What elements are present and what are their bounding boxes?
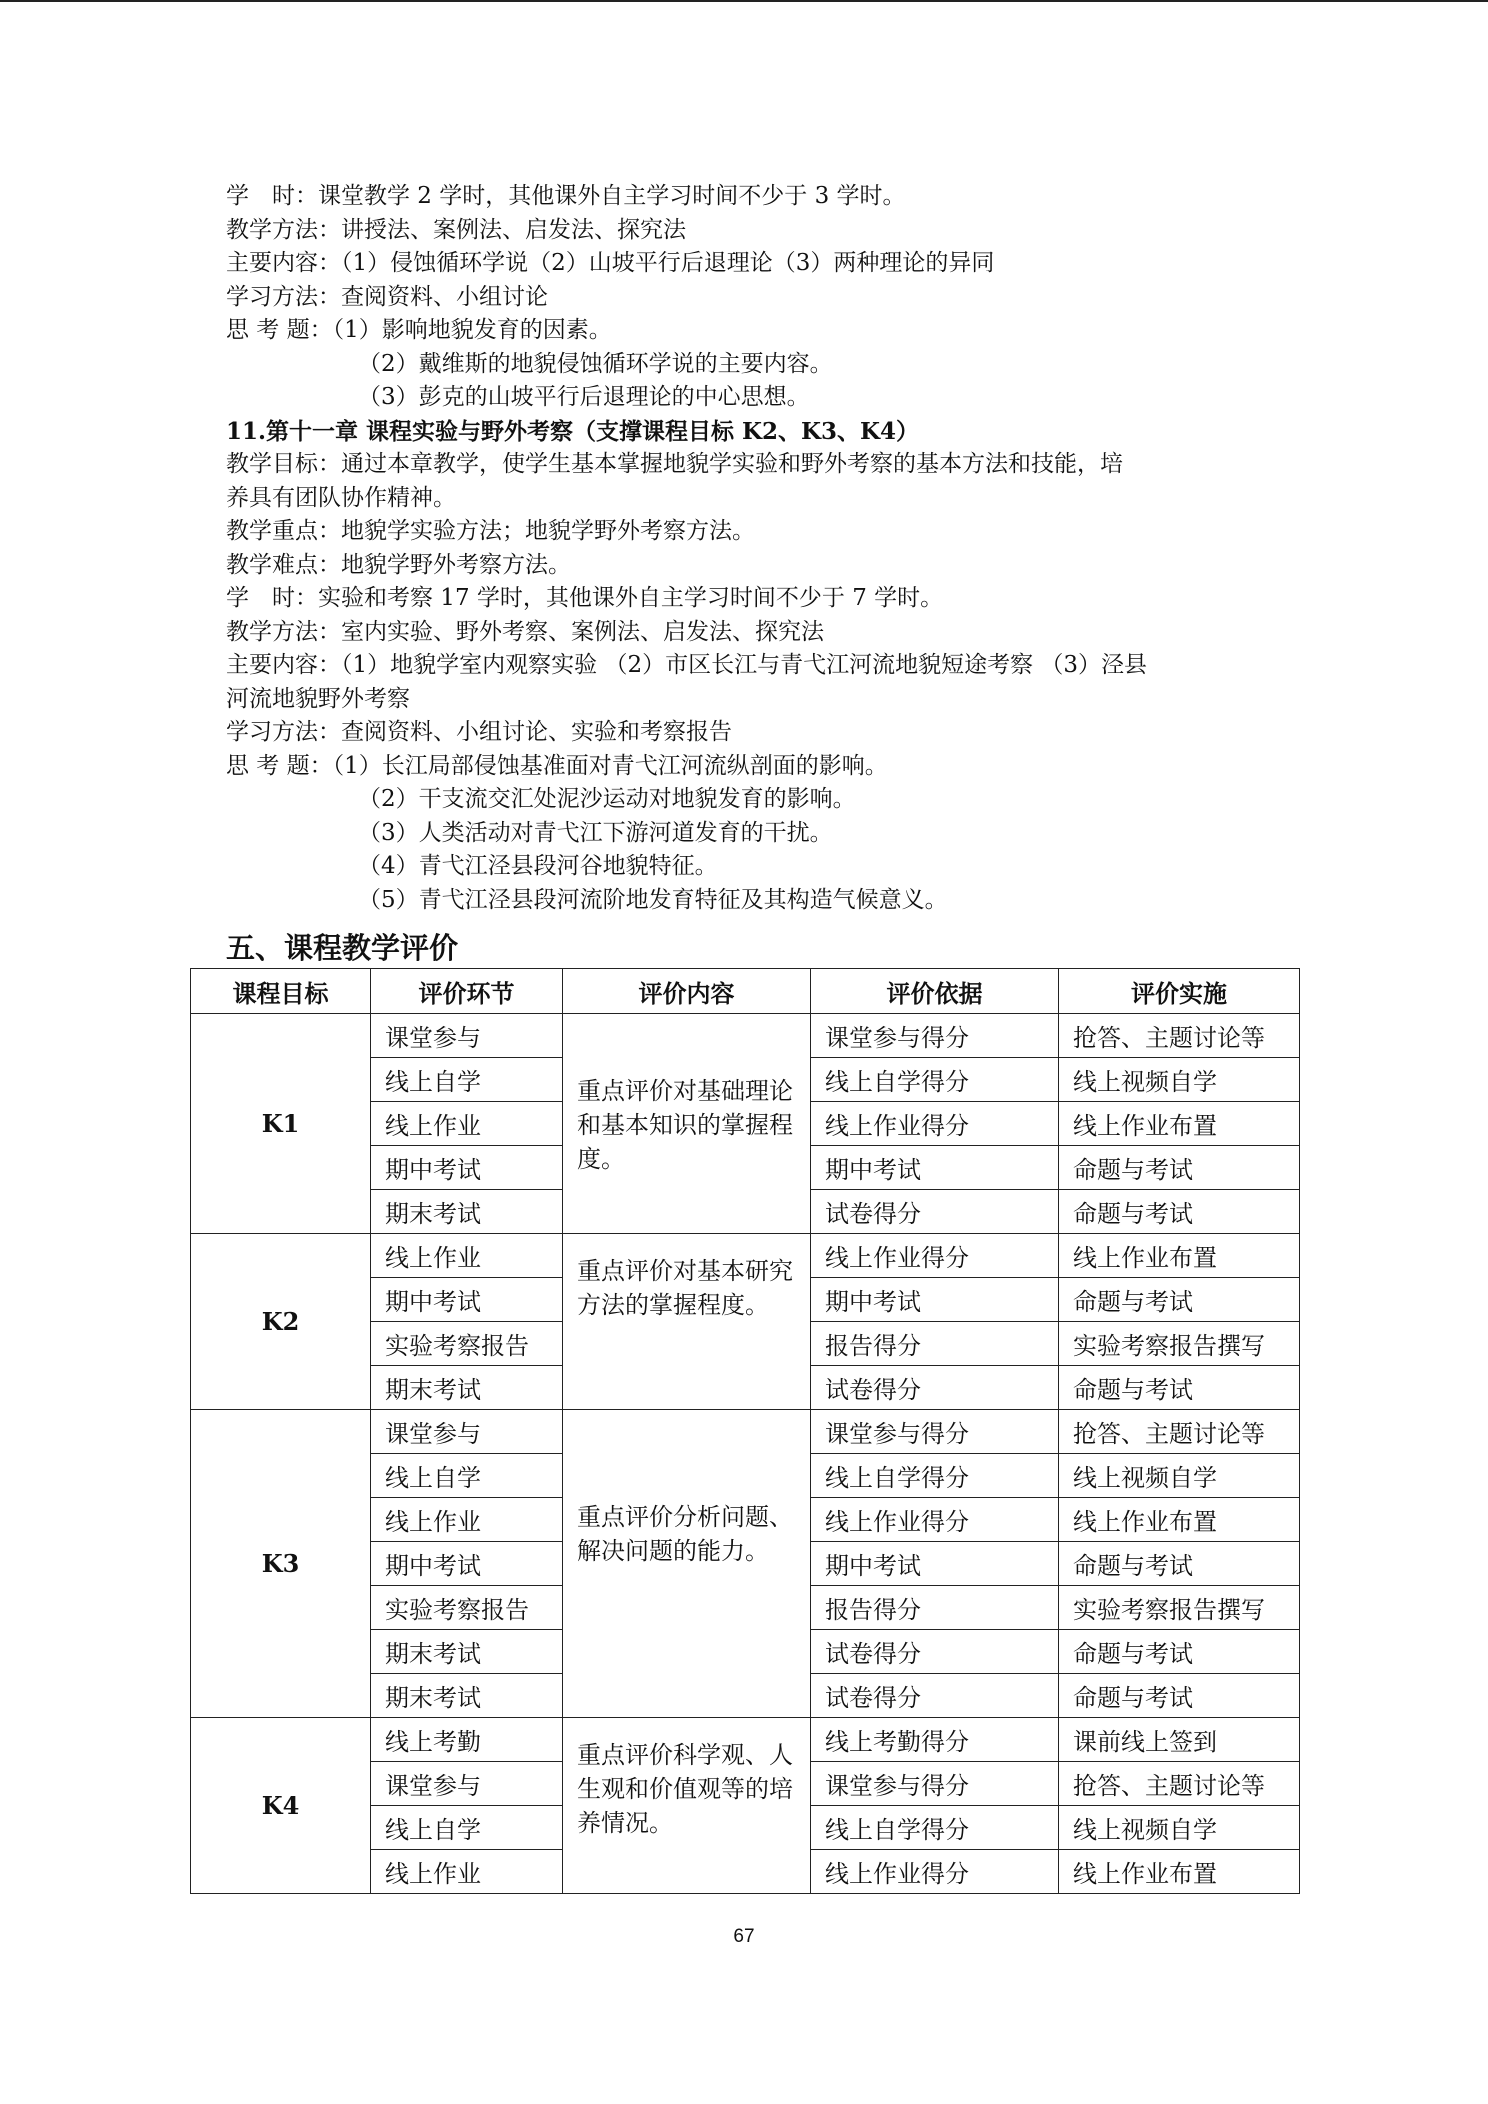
eval-implementation-cell: 线上作业布置	[1059, 1102, 1300, 1146]
header-eval-link: 评价环节	[371, 969, 563, 1014]
eval-link-cell: 期末考试	[371, 1630, 563, 1674]
page-number: 67	[733, 1926, 755, 1947]
eval-basis-cell: 线上作业得分	[811, 1850, 1059, 1894]
eval-link-cell: 线上作业	[371, 1234, 563, 1278]
eval-basis-cell: 线上自学得分	[811, 1058, 1059, 1102]
eval-basis-cell: 期中考试	[811, 1146, 1059, 1190]
eval-basis-cell: 报告得分	[811, 1586, 1059, 1630]
eval-basis-cell: 线上作业得分	[811, 1234, 1059, 1278]
eval-basis-cell: 课堂参与得分	[811, 1014, 1059, 1058]
eval-content-cell: 重点评价对基本研究方法的掌握程度。	[563, 1234, 811, 1410]
eval-implementation-cell: 抢答、主题讨论等	[1059, 1014, 1300, 1058]
eval-implementation-cell: 命题与考试	[1059, 1542, 1300, 1586]
eval-implementation-cell: 课前线上签到	[1059, 1718, 1300, 1762]
table-header-row	[191, 969, 1300, 1014]
text-line: 教学方法：室内实验、野外考察、案例法、启发法、探究法	[226, 618, 824, 645]
eval-implementation-cell: 实验考察报告撰写	[1059, 1586, 1300, 1630]
eval-basis-cell: 试卷得分	[811, 1366, 1059, 1410]
eval-link-cell: 课堂参与	[371, 1762, 563, 1806]
header-eval-content: 评价内容	[563, 969, 811, 1014]
text-line: 教学重点：地貌学实验方法；地貌学野外考察方法。	[226, 518, 755, 544]
eval-link-cell: 线上作业	[371, 1498, 563, 1542]
eval-link-cell: 线上作业	[371, 1102, 563, 1146]
eval-basis-cell: 试卷得分	[811, 1630, 1059, 1674]
eval-link-cell: 期末考试	[371, 1366, 563, 1410]
eval-basis-cell: 线上作业得分	[811, 1102, 1059, 1146]
text-line: 教学方法：讲授法、案例法、启发法、探究法	[226, 216, 686, 243]
eval-implementation-cell: 抢答、主题讨论等	[1059, 1762, 1300, 1806]
eval-link-cell: 期中考试	[371, 1542, 563, 1586]
course-goal-cell: K2	[191, 1234, 371, 1410]
eval-link-cell: 课堂参与	[371, 1410, 563, 1454]
eval-implementation-cell: 命题与考试	[1059, 1278, 1300, 1322]
eval-implementation-cell: 线上作业布置	[1059, 1850, 1300, 1894]
text-line: 教学难点：地貌学野外考察方法。	[226, 551, 571, 578]
eval-link-cell: 期中考试	[371, 1278, 563, 1322]
eval-link-cell: 课堂参与	[371, 1014, 563, 1058]
text-line: 学 时：实验和考察 17 学时，其他课外自主学习时间不少于 7 学时。	[226, 585, 944, 611]
eval-implementation-cell: 线上视频自学	[1059, 1454, 1300, 1498]
eval-basis-cell: 报告得分	[811, 1322, 1059, 1366]
text-line: 思 考 题：（1）影响地貌发育的因素。	[226, 317, 612, 343]
eval-link-cell: 期末考试	[371, 1190, 563, 1234]
table-row	[191, 1410, 1300, 1454]
table-row	[191, 1718, 1300, 1762]
table-row	[191, 1234, 1300, 1278]
eval-implementation-cell: 线上视频自学	[1059, 1806, 1300, 1850]
header-course-goal: 课程目标	[191, 969, 371, 1014]
eval-link-cell: 线上自学	[371, 1454, 563, 1498]
text-line: （3）人类活动对青弋江下游河道发育的干扰。	[358, 819, 833, 846]
header-eval-implementation: 评价实施	[1059, 969, 1300, 1014]
text-line: （2）干支流交汇处泥沙运动对地貌发育的影响。	[358, 786, 856, 812]
text-line: 学 时：课堂教学 2 学时，其他课外自主学习时间不少于 3 学时。	[226, 183, 906, 209]
eval-basis-cell: 试卷得分	[811, 1190, 1059, 1234]
eval-basis-cell: 线上考勤得分	[811, 1718, 1059, 1762]
eval-basis-cell: 线上自学得分	[811, 1454, 1059, 1498]
eval-link-cell: 线上自学	[371, 1806, 563, 1850]
eval-content-cell: 重点评价对基础理论和基本知识的掌握程度。	[563, 1014, 811, 1234]
page-top-border	[0, 0, 1488, 2]
text-line: 河流地貌野外考察	[226, 685, 410, 712]
eval-implementation-cell: 命题与考试	[1059, 1674, 1300, 1718]
course-goal-cell: K3	[191, 1410, 371, 1718]
eval-link-cell: 实验考察报告	[371, 1322, 563, 1366]
text-line: （4）青弋江泾县段河谷地貌特征。	[358, 853, 718, 879]
eval-basis-cell: 课堂参与得分	[811, 1762, 1059, 1806]
text-line: 学习方法：查阅资料、小组讨论、实验和考察报告	[226, 719, 732, 745]
eval-implementation-cell: 抢答、主题讨论等	[1059, 1410, 1300, 1454]
eval-link-cell: 实验考察报告	[371, 1586, 563, 1630]
eval-implementation-cell: 命题与考试	[1059, 1630, 1300, 1674]
text-line: 教学目标：通过本章教学，使学生基本掌握地貌学实验和野外考察的基本方法和技能，培	[226, 451, 1123, 477]
section-title: 五、课程教学评价	[226, 931, 459, 965]
eval-link-cell: 线上作业	[371, 1850, 563, 1894]
text-line: 主要内容：（1）地貌学室内观察实验 （2）市区长江与青弋江河流地貌短途考察 （3）泾县	[226, 652, 1148, 678]
eval-content-cell: 重点评价分析问题、解决问题的能力。	[563, 1410, 811, 1718]
eval-basis-cell: 试卷得分	[811, 1674, 1059, 1718]
eval-link-cell: 期末考试	[371, 1674, 563, 1718]
eval-link-cell: 线上考勤	[371, 1718, 563, 1762]
eval-implementation-cell: 命题与考试	[1059, 1190, 1300, 1234]
eval-link-cell: 线上自学	[371, 1058, 563, 1102]
course-goal-cell: K1	[191, 1014, 371, 1234]
evaluation-table	[190, 968, 1300, 1894]
text-line: 主要内容：（1）侵蚀循环学说（2）山坡平行后退理论（3）两种理论的异同	[226, 250, 995, 276]
text-line: （5）青弋江泾县段河流阶地发育特征及其构造气候意义。	[358, 886, 948, 913]
eval-basis-cell: 期中考试	[811, 1542, 1059, 1586]
text-line: 思 考 题：（1）长江局部侵蚀基准面对青弋江河流纵剖面的影响。	[226, 752, 888, 779]
eval-basis-cell: 课堂参与得分	[811, 1410, 1059, 1454]
eval-implementation-cell: 线上作业布置	[1059, 1498, 1300, 1542]
eval-link-cell: 期中考试	[371, 1146, 563, 1190]
eval-implementation-cell: 实验考察报告撰写	[1059, 1322, 1300, 1366]
eval-implementation-cell: 命题与考试	[1059, 1146, 1300, 1190]
eval-basis-cell: 线上自学得分	[811, 1806, 1059, 1850]
eval-content-cell: 重点评价科学观、人生观和价值观等的培养情况。	[563, 1718, 811, 1894]
header-eval-basis: 评价依据	[811, 969, 1059, 1014]
eval-basis-cell: 期中考试	[811, 1278, 1059, 1322]
eval-basis-cell: 线上作业得分	[811, 1498, 1059, 1542]
chapter-heading: 11.第十一章 课程实验与野外考察（支撑课程目标 K2、K3、K4）	[226, 417, 920, 445]
eval-implementation-cell: 命题与考试	[1059, 1366, 1300, 1410]
text-line: 学习方法：查阅资料、小组讨论	[226, 283, 548, 310]
text-line: （3）彭克的山坡平行后退理论的中心思想。	[358, 384, 810, 410]
body-text	[226, 180, 1286, 917]
eval-implementation-cell: 线上视频自学	[1059, 1058, 1300, 1102]
text-line: （2）戴维斯的地貌侵蚀循环学说的主要内容。	[358, 350, 833, 377]
eval-implementation-cell: 线上作业布置	[1059, 1234, 1300, 1278]
text-line: 养具有团队协作精神。	[226, 484, 456, 511]
table-row	[191, 1014, 1300, 1058]
course-goal-cell: K4	[191, 1718, 371, 1894]
